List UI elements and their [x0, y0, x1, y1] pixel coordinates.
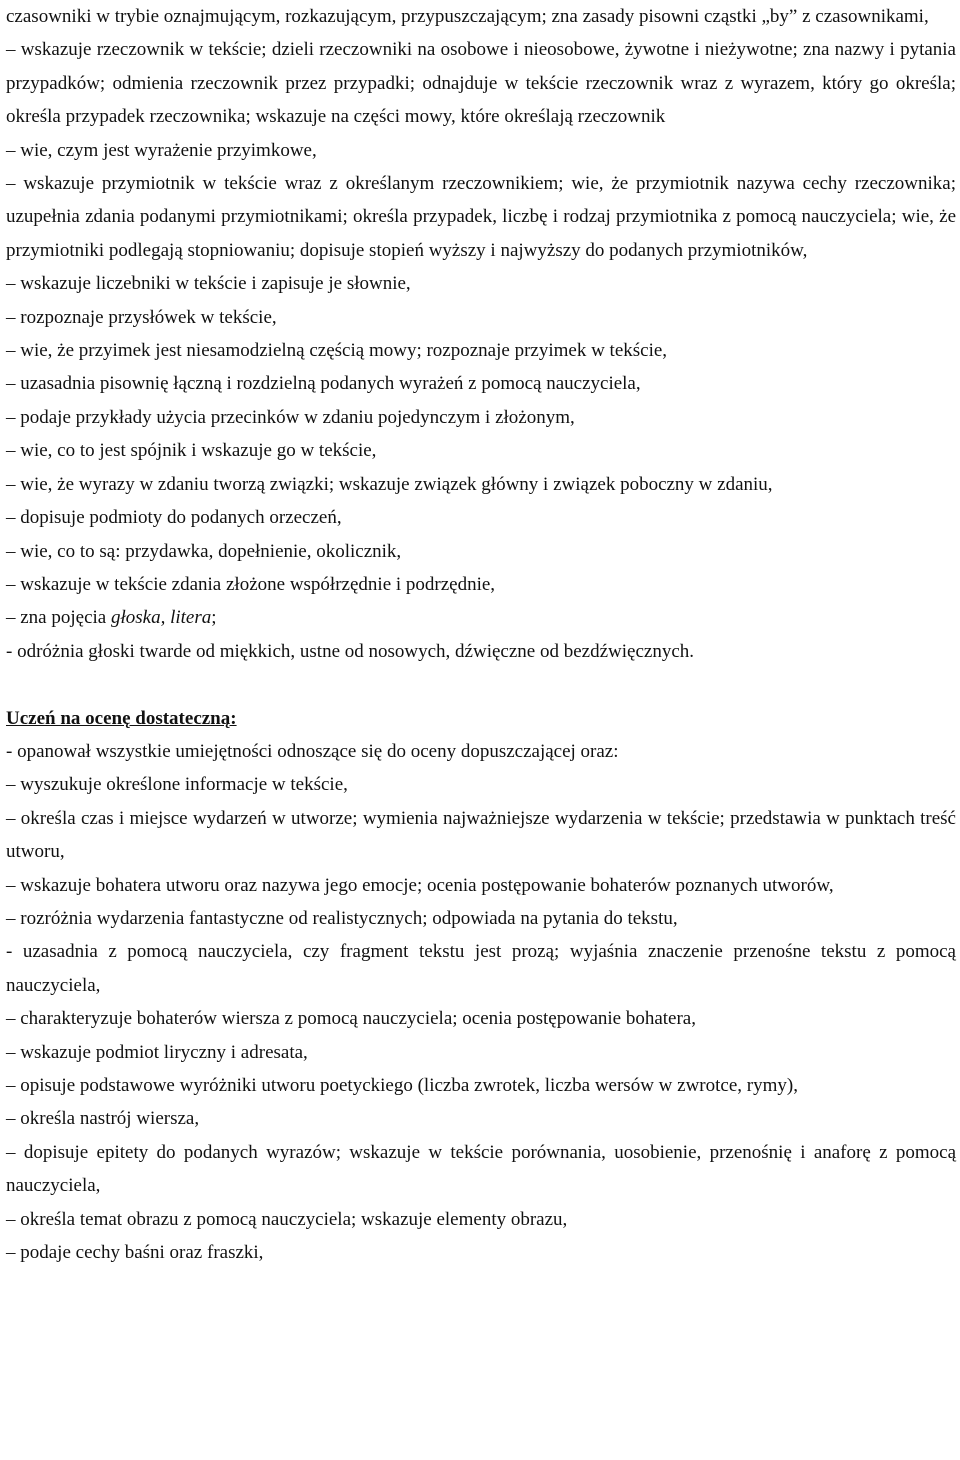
list-item: – wskazuje podmiot liryczny i adresata,: [6, 1041, 308, 1063]
list-item: – wskazuje liczebniki w tekście i zapisuje je słownie,: [6, 273, 411, 295]
list-item: – wie, że wyrazy w zdaniu tworzą związki; wskazuje związek główny i związek poboczny w zdaniu,: [6, 473, 773, 495]
list-item: – określa nastrój wiersza,: [6, 1108, 200, 1130]
item-prefix: – zna pojęcia: [6, 607, 111, 629]
list-item: – podaje cechy baśni oraz fraszki,: [6, 1242, 264, 1264]
list-item: – opisuje podstawowe wyróżniki utworu poetyckiego (liczba zwrotek, liczba wersów w zwrotce, rymy),: [6, 1074, 798, 1096]
item-suffix: ;: [211, 607, 217, 629]
list-item: - odróżnia głoski twarde od miękkich, ustne od nosowych, dźwięczne od bezdźwięcznych.: [6, 640, 694, 662]
list-item: – wskazuje rzeczownik w tekście; dzieli rzeczowniki na osobowe i nieosobowe, żywotne i nieżywotne; zna nazwy i pytania przypadków; odmienia rzeczownik przez przypadki; odnajduje w tekście rzeczownik wraz z wyrazem, który go określa; określa przypadek rzeczownika; wskazuje na części mowy, które określają rzeczownik: [6, 39, 956, 128]
list-item: – wie, co to jest spójnik i wskazuje go w tekście,: [6, 440, 377, 462]
list-item: – wie, co to są: przydawka, dopełnienie, okolicznik,: [6, 540, 402, 562]
section-heading: Uczeń na ocenę dostateczną:: [6, 707, 237, 729]
list-item: – charakteryzuje bohaterów wiersza z pomocą nauczyciela; ocenia postępowanie bohatera,: [6, 1008, 696, 1030]
list-item: – dopisuje podmioty do podanych orzeczeń,: [6, 507, 342, 529]
list-item: – rozpoznaje przysłówek w tekście,: [6, 306, 277, 328]
list-item: – wyszukuje określone informacje w tekście,: [6, 774, 348, 796]
list-item: – określa temat obrazu z pomocą nauczyciela; wskazuje elementy obrazu,: [6, 1208, 568, 1230]
list-item: – uzasadnia pisownię łączną i rozdzielną podanych wyrażeń z pomocą nauczyciela,: [6, 373, 641, 395]
list-item: – określa czas i miejsce wydarzeń w utworze; wymienia najważniejsze wydarzenia w tekście; przedstawia w punktach treść utworu,: [6, 807, 956, 863]
list-item-mixed: [6, 601, 956, 634]
item-italic-terms: głoska, litera: [110, 607, 212, 629]
list-item: – wskazuje bohatera utworu oraz nazywa jego emocje; ocenia postępowanie bohaterów poznanych utworów,: [6, 874, 834, 896]
list-item: – wskazuje przymiotnik w tekście wraz z określanym rzeczownikiem; wie, że przymiotnik nazywa cechy rzeczownika; uzupełnia zdania podanymi przymiotnikami; określa przypadek, liczbę i rodzaj przymiotnika z pomocą nauczyciela; wie, że przymiotniki podlegają stopniowaniu; dopisuje stopień wyższy i najwyższy do podanych przymiotników,: [6, 173, 956, 261]
document-page: [6, 0, 956, 1269]
section-satisfactory-list: [6, 735, 956, 1270]
list-item: - uzasadnia z pomocą nauczyciela, czy fragment tekstu jest prozą; wyjaśnia znaczenie przenośne tekstu z pomocą nauczyciela,: [6, 941, 956, 996]
list-item: – podaje przykłady użycia przecinków w zdaniu pojedynczym i złożonym,: [6, 406, 575, 428]
list-item: – wskazuje w tekście zdania złożone współrzędnie i podrzędnie,: [6, 573, 496, 595]
list-item: – wie, że przyimek jest niesamodzielną częścią mowy; rozpoznaje przyimek w tekście,: [6, 340, 668, 362]
list-item: – dopisuje epitety do podanych wyrazów; wskazuje w tekście porównania, uosobienie, przenośnię i anaforę z pomocą nauczyciela,: [6, 1141, 956, 1197]
section-requirements-list: [6, 0, 956, 668]
list-item: – wie, czym jest wyrażenie przyimkowe,: [6, 139, 317, 161]
list-item: czasowniki w trybie oznajmującym, rozkazującym, przypuszczającym; zna zasady pisowni cząstki „by” z czasownikami,: [6, 6, 929, 27]
list-item: - opanował wszystkie umiejętności odnoszące się do oceny dopuszczającej oraz:: [6, 740, 619, 762]
list-item: – rozróżnia wydarzenia fantastyczne od realistycznych; odpowiada na pytania do tekstu,: [6, 907, 678, 929]
